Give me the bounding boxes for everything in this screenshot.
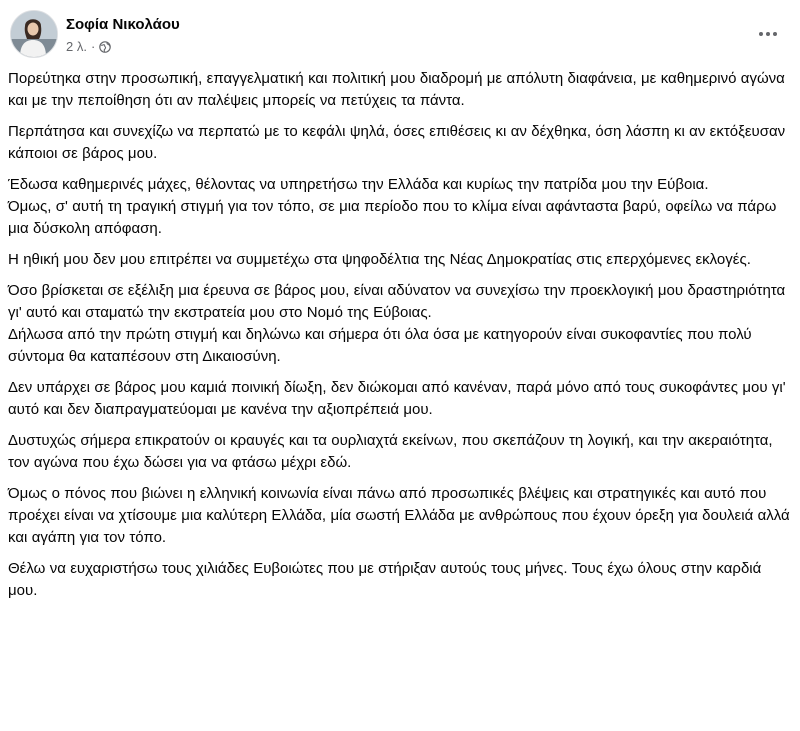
post-timestamp[interactable]: 2 λ. — [66, 39, 87, 54]
avatar-photo-icon — [11, 11, 57, 57]
post-paragraph: Όσο βρίσκεται σε εξέλιξη μια έρευνα σε βάρος μου, είναι αδύνατον να συνεχίσω την προεκλογική μου δραστηριότητα γι' αυτό και σταματώ την εκστρατεία μου στο Νομό της Εύβοιας. — [8, 282, 786, 321]
post-paragraph: Η ηθική μου δεν μου επιτρέπει να συμμετέχω στα ψηφοδέλτια της Νέας Δημοκρατίας στις επερχόμενες εκλογές. — [8, 251, 751, 268]
globe-icon[interactable] — [99, 41, 111, 53]
author-avatar[interactable] — [10, 10, 58, 58]
post-paragraph: Δυστυχώς σήμερα επικρατούν οι κραυγές και τα ουρλιαχτά εκείνων, που σκεπάζουν τη λογική, και την ακεραιότητα, τον αγώνα που έχω δώσει για να φτάσω μέχρι εδώ. — [8, 432, 773, 471]
meta-separator: · — [90, 39, 96, 54]
post-paragraph: Όμως ο πόνος που βιώνει η ελληνική κοινωνία είναι πάνω από προσωπικές βλέψεις και στρατηγικές και αυτό που προέχει είναι να χτίσουμε μια καλύτερη Ελλάδα, μία σωστή Ελλάδα με ανθρώπους που έχουν όρεξη για δουλειά αλλά και αγάπη για τον τόπο. — [8, 485, 790, 546]
post-header — [8, 10, 792, 62]
post-paragraph: Θέλω να ευχαριστήσω τους χιλιάδες Ευβοιώτες που με στήριξαν αυτούς τους μήνες. Τους έχω όλους στην καρδιά μου. — [8, 560, 762, 599]
post-paragraph: Περπάτησα και συνεχίζω να περπατώ με το κεφάλι ψηλά, όσες επιθέσεις κι αν δέχθηκα, όση λάσπη κι αν εκτόξευσαν κάποιοι σε βάρος μου. — [8, 123, 786, 162]
more-dots-icon — [758, 31, 778, 37]
post-paragraph: Πορεύτηκα στην προσωπική, επαγγελματική και πολιτική μου διαδρομή με απόλυτη διαφάνεια, με καθημερινό αγώνα και με την πεποίθηση ότι αν παλέψεις μπορείς να πετύχεις τα πάντα. — [8, 70, 785, 109]
post-paragraph: Δήλωσα από την πρώτη στιγμή και δηλώνω και σήμερα ότι όλα όσα με κατηγορούν είναι συκοφαντίες που πολύ σύντομα θα καταπέσουν στη Δικαιοσύνη. — [8, 326, 752, 365]
more-options-button[interactable] — [754, 24, 782, 44]
author-name[interactable]: Σοφία Νικολάου — [66, 16, 180, 33]
post-body — [8, 68, 792, 611]
post-paragraph: Όμως, σ' αυτή τη τραγική στιγμή για τον τόπο, σε μια περίοδο που το κλίμα είναι αφάνταστα βαρύ, οφείλω να πάρω μια δύσκολη απόφαση. — [8, 198, 777, 237]
post-paragraph: Έδωσα καθημερινές μάχες, θέλοντας να υπηρετήσω την Ελλάδα και κυρίως την πατρίδα μου την Εύβοια. — [8, 176, 709, 193]
post-paragraph: Δεν υπάρχει σε βάρος μου καμιά ποινική δίωξη, δεν διώκομαι από κανέναν, παρά μόνο από τους συκοφάντες μου γι' αυτό και δεν διαπραγματεύομαι με κανένα την αξιοπρέπειά μου. — [8, 379, 786, 418]
post-meta — [66, 39, 111, 54]
